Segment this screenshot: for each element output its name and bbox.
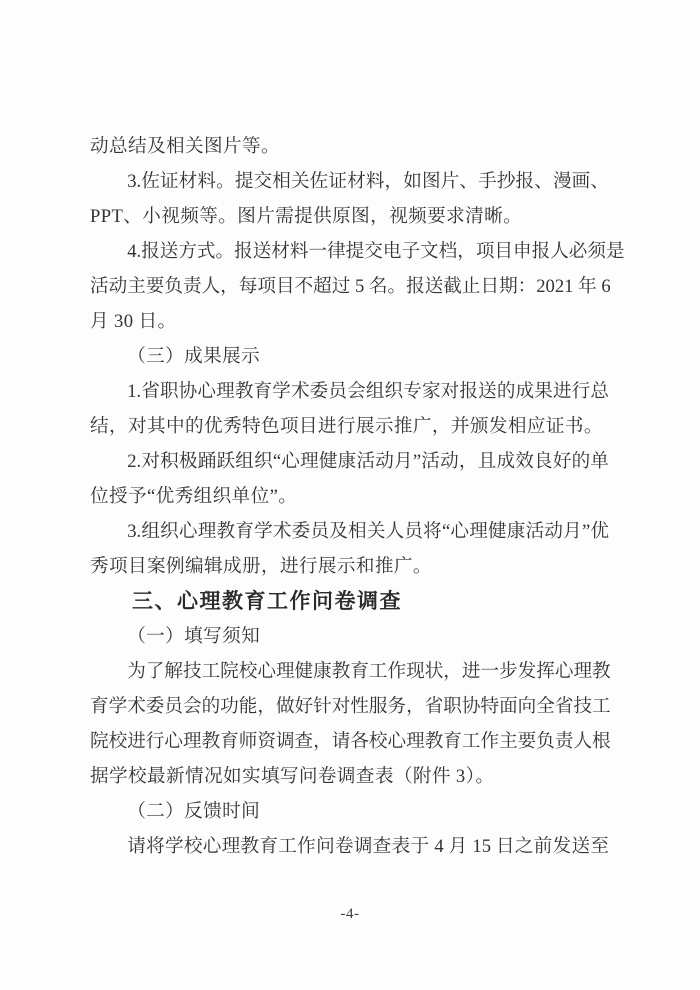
text-line: 3.佐证材料。提交相关佐证材料，如图片、手抄报、漫画、	[127, 171, 609, 192]
text-line: 据学校最新情况如实填写问卷调查表（附件 3）。	[90, 766, 495, 787]
text-line: 2.对积极踊跃组织“心理健康活动月”活动，且成效良好的单	[127, 451, 609, 472]
subsection-heading: （二）反馈时间	[127, 801, 261, 822]
text-line: 1.省职协心理教育学术委员会组织专家对报送的成果进行总	[127, 381, 609, 402]
text-line: 院校进行心理教育师资调查，请各校心理教育工作主要负责人根	[90, 731, 611, 752]
text-line: 秀项目案例编辑成册，进行展示和推广。	[90, 556, 432, 577]
text-line: 动总结及相关图片等。	[90, 136, 280, 157]
subsection-heading: （三）成果展示	[127, 346, 261, 367]
text-line: 为了解技工院校心理健康教育工作现状，进一步发挥心理教	[127, 661, 611, 682]
text-line: 育学术委员会的功能，做好针对性服务，省职协特面向全省技工	[90, 696, 611, 717]
text-line: 3.组织心理教育学术委员及相关人员将“心理健康活动月”优	[127, 521, 609, 542]
text-line: 活动主要负责人，每项目不超过 5 名。报送截止日期：2021 年 6	[90, 276, 611, 297]
page-number: -4-	[340, 906, 360, 922]
document-body	[90, 129, 625, 864]
subsection-heading: （一）填写须知	[127, 626, 261, 647]
text-line: 结，对其中的优秀特色项目进行展示推广，并颁发相应证书。	[90, 416, 603, 437]
text-line: 位授予“优秀组织单位”。	[90, 486, 298, 507]
text-line: PPT、小视频等。图片需提供原图，视频要求清晰。	[90, 206, 523, 227]
text-line: 请将学校心理教育工作问卷调查表于 4 月 15 日之前发送至	[127, 836, 609, 857]
section-heading: 三、心理教育工作问卷调查	[132, 590, 402, 613]
text-line: 月 30 日。	[90, 311, 177, 332]
text-line: 4.报送方式。报送材料一律提交电子文档，项目申报人必须是	[127, 241, 625, 262]
